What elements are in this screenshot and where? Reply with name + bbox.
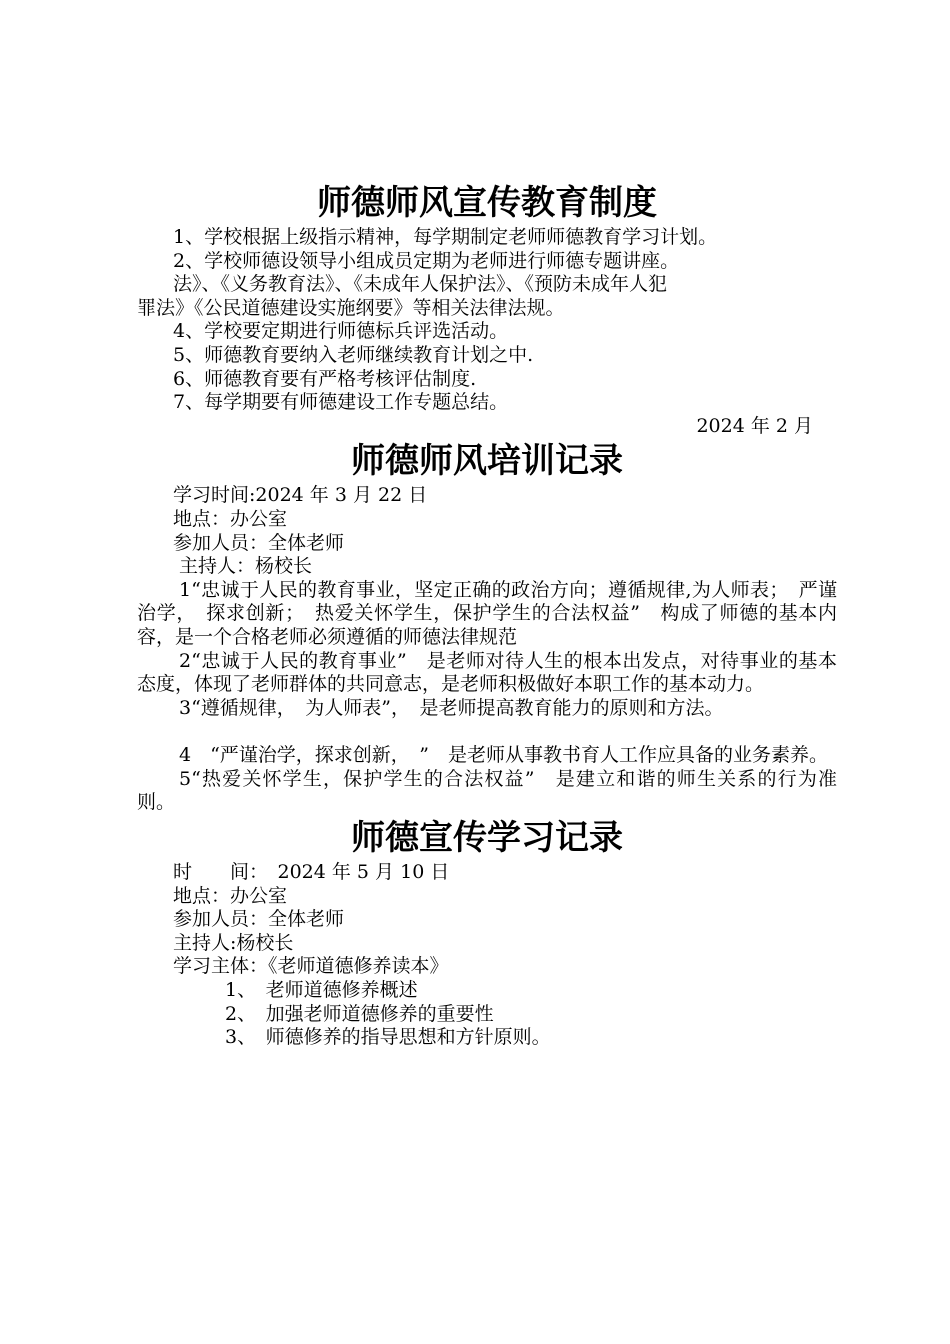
training-place: 地点：办公室 xyxy=(173,507,288,530)
study-subject: 学习主体：《老师道德修养读本》 xyxy=(173,955,449,978)
section1-date: 2024 年 2 月 xyxy=(696,414,813,437)
training-host: 主持人：杨校长 xyxy=(179,555,313,578)
rule-item-4: 4、学校要定期进行师德标兵评选活动。 xyxy=(173,320,509,343)
study-item-2: 2、 加强老师道德修养的重要性 xyxy=(225,1002,494,1025)
section2-title: 师德师风培训记录 xyxy=(351,441,623,482)
study-item-1: 1、 老师道德修养概述 xyxy=(225,979,418,1002)
study-item-3: 3、 师德修养的指导思想和方针原则。 xyxy=(225,1026,551,1049)
section1-title: 师德师风宣传教育制度 xyxy=(317,183,657,223)
study-host: 主持人:杨校长 xyxy=(173,931,294,954)
training-participants: 参加人员：全体老师 xyxy=(173,531,345,554)
rule-item-6: 6、师德教育要有严格考核评估制度. xyxy=(173,367,477,390)
study-place: 地点：办公室 xyxy=(173,884,288,907)
training-point-4: 4 “严谨治学，探求创新， ” 是老师从事教书育人工作应具备的业务素养。 xyxy=(179,744,829,767)
rule-item-3-line1: 法》、《义务教育法》、《未成年人保护法》、《预防未成年人犯 xyxy=(173,273,668,296)
training-point-5: 5“热爱关怀学生，保护学生的合法权益” 是建立和谐的师生关系的行为准则。 xyxy=(137,767,837,814)
rule-item-5: 5、师德教育要纳入老师继续教育计划之中. xyxy=(173,343,534,366)
rule-item-3-line2: 罪法》《公民道德建设实施纲要》等相关法律法规。 xyxy=(137,296,565,319)
training-point-1: 1“忠诚于人民的教育事业，坚定正确的政治方向；遵循规律,为人师表； 严谨治学， 探求创新； 热爱关怀学生，保护学生的合法权益” 构成了师德的基本内容，是一个合格老师必须遵循的师德法律规范 xyxy=(137,578,837,648)
rule-item-7: 7、每学期要有师德建设工作专题总结。 xyxy=(173,391,509,414)
rule-item-2: 2、学校师德设领导小组成员定期为老师进行师德专题讲座。 xyxy=(173,249,680,272)
training-point-2: 2“忠诚于人民的教育事业” 是老师对待人生的根本出发点，对待事业的基本态度，体现了老师群体的共同意志，是老师积极做好本职工作的基本动力。 xyxy=(137,649,837,696)
document-page xyxy=(137,0,837,1050)
training-time: 学习时间:2024 年 3 月 22 日 xyxy=(173,484,428,507)
section3-title: 师德宣传学习记录 xyxy=(351,818,623,859)
study-time: 时 间： 2024 年 5 月 10 日 xyxy=(173,861,450,884)
rule-item-1: 1、学校根据上级指示精神，每学期制定老师师德教育学习计划。 xyxy=(173,226,718,248)
training-point-3: 3“遵循规律， 为人师表”， 是老师提高教育能力的原则和方法。 xyxy=(179,696,724,719)
study-participants: 参加人员：全体老师 xyxy=(173,908,345,931)
